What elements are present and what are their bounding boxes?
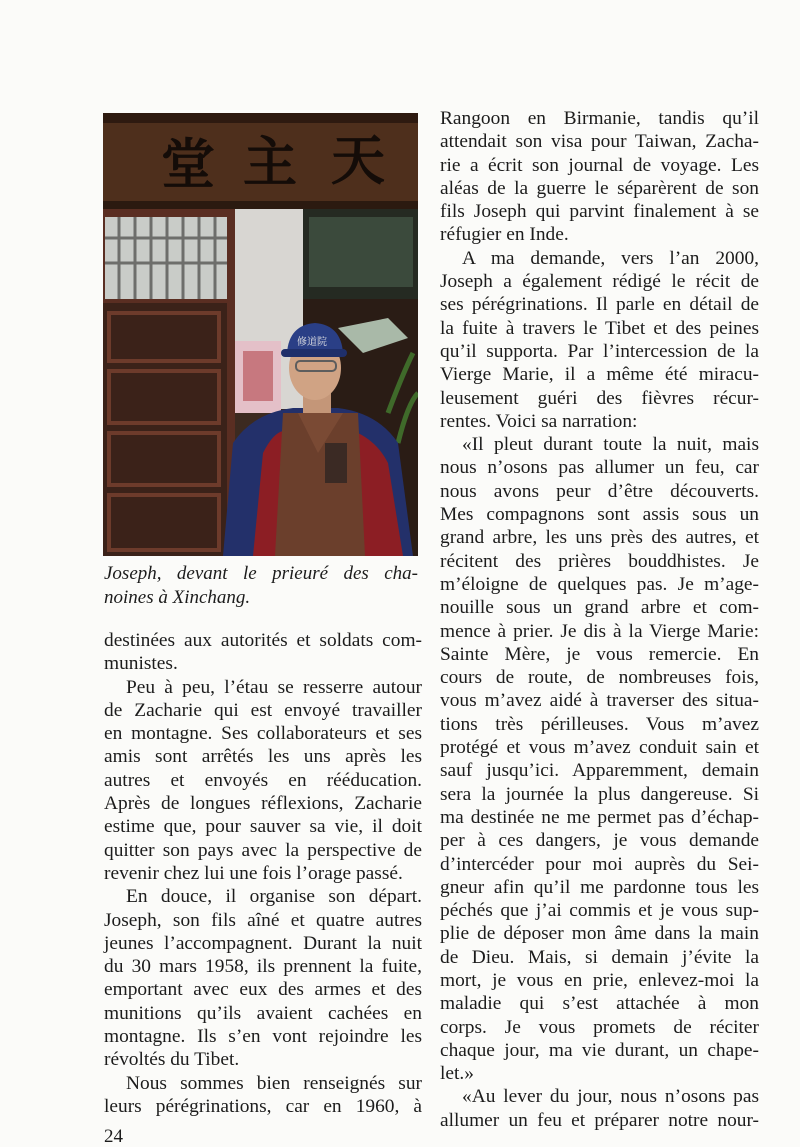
text-line: Joseph a également rédigé le récit de [440,271,759,293]
text-line: Nous sommes bien renseignés sur [126,1072,422,1094]
text-line: révoltés du Tibet. [104,1049,240,1071]
text-line: munistes. [104,653,178,675]
text-line: aléas de la guerre le séparèrent de son [440,177,759,199]
text-line: m’éloigne de quelques pas. Je m’age- [440,573,759,595]
text-line: ma destinée ne me permet pas d’échap- [440,806,759,828]
text-line: fils Joseph qui parvint finalement à se [440,201,759,223]
text-line: Vierge Marie, il a même été miracu- [440,364,759,386]
text-line: destinées aux autorités et soldats com- [104,630,422,651]
caption-line: Joseph, devant le prieuré des cha- [104,563,418,584]
text-line: A ma demande, vers l’an 2000, [462,247,759,269]
text-line: attendait son visa pour Taiwan, Zacha- [440,131,759,153]
text-line: autres et envoyés en rééducation. [104,769,422,791]
text-line: allumer un feu et préparer notre nour- [440,1109,759,1131]
text-line: rie a écrit son journal de voyage. Les [440,154,759,176]
text-line: emportant avec eux des armes et des [104,979,422,1001]
text-line: corps. Je vous promets de réciter [440,1016,759,1038]
text-line: qu’il supporta. Par l’intercession de la [440,340,759,362]
text-line: cours de route, de nombreuses fois, [440,667,759,689]
text-line: let.» [440,1063,474,1085]
text-line: plie de déposer mon âme dans la main [440,923,759,945]
text-line: sera la journée la plus dangereuse. Si [440,783,759,805]
text-line: protégé et vous m’avez conduit sain et [440,737,759,759]
text-line: per à ces dangers, je vous demande [440,830,759,852]
right-column-text [440,107,759,1132]
photo-illustration [103,113,418,556]
text-line: sauf jusqu’ici. Apparemment, demain [440,760,759,782]
text-line: de Zacharie qui est envoyé travailler [104,699,422,721]
text-line: amis sont arrêtés les uns après les [104,746,422,768]
sign-char-2: 主 [243,131,297,194]
text-line: réfugier en Inde. [440,224,569,246]
text-line: munitions qu’ils avaient cachées en [104,1002,422,1024]
text-line: nous avons peur d’être découverts. [440,480,759,502]
text-line: leurs pérégrinations, car en 1960, à [104,1095,422,1117]
text-line: de Dieu. Mais, si demain j’évite la [440,946,759,968]
text-line: Après de longues réflexions, Zacharie [104,793,422,815]
text-line: tions très périlleuses. Vous m’avez [440,713,759,735]
text-line: «Il pleut durant toute la nuit, mais [462,434,759,456]
photo-caption [104,562,418,610]
sign-char-3: 天 [331,129,385,192]
caption-line: noines à Xinchang. [104,587,251,608]
text-line: d’intercéder pour moi auprès du Sei- [440,853,759,875]
text-line: Sainte Mère, je vous remercie. En [440,643,759,665]
text-line: en montagne. Ses collaborateurs et ses [104,723,422,745]
text-line: chaque jour, ma vie durant, un chape- [440,1039,759,1061]
text-line: Joseph, son fils aîné et quatre autres [104,909,422,931]
text-line: du 30 mars 1958, ils prennent la fuite, [104,956,422,978]
text-line: maladie qui s’est attachée à mon [440,993,759,1015]
text-line: Rangoon en Birmanie, tandis qu’il [440,108,759,129]
text-line: «Au lever du jour, nous n’osons pas [462,1086,759,1108]
text-line: revenir chez lui une fois l’orage passé. [104,862,403,884]
text-line: ses pérégrinations. Il parle en détail de [440,294,759,316]
left-column-text [104,629,422,1118]
text-line: En douce, il organise son départ. [126,886,422,908]
text-line: estime que, pour sauver sa vie, il doit [104,816,422,838]
text-line: quitter son pays avec la perspective de [104,839,422,861]
text-line: récitent des prières bouddhistes. Je [440,550,759,572]
text-line: Mes compagnons sont assis sous un [440,504,759,526]
text-line: mence à prier. Je dis à la Vierge Marie: [440,620,759,642]
text-line: leusement guéri des fièvres récur- [440,387,759,409]
text-line: mort, je vous en prie, enlevez-moi la [440,969,759,991]
text-line: gneur afin qu’il me pardonne tous les [440,876,759,898]
text-line: jeunes l’accompagnent. Durant la nuit [104,932,422,954]
text-line: rentes. Voici sa narration: [440,410,638,432]
text-line: grand arbre, les uns près des autres, et [440,527,759,549]
text-line: nouille sous un grand arbre et com- [440,597,759,619]
text-line: nous n’osons pas allumer un feu, car [440,457,759,479]
text-line: la fuite à travers le Tibet et des peines [440,317,759,339]
text-line: péchés que j’ai commis et je vous sup- [440,900,759,922]
cap-text: 修道院 [297,337,327,348]
photo-joseph-at-priory [103,113,418,556]
text-line: montagne. Ils s’en vont rejoindre les [104,1026,422,1048]
text-line: vous m’avez aidé à traverser des situa- [440,690,759,712]
text-line: Peu à peu, l’étau se resserre autour [126,676,422,698]
page-number: 24 [104,1126,123,1147]
sign-char-1: 堂 [161,133,215,196]
